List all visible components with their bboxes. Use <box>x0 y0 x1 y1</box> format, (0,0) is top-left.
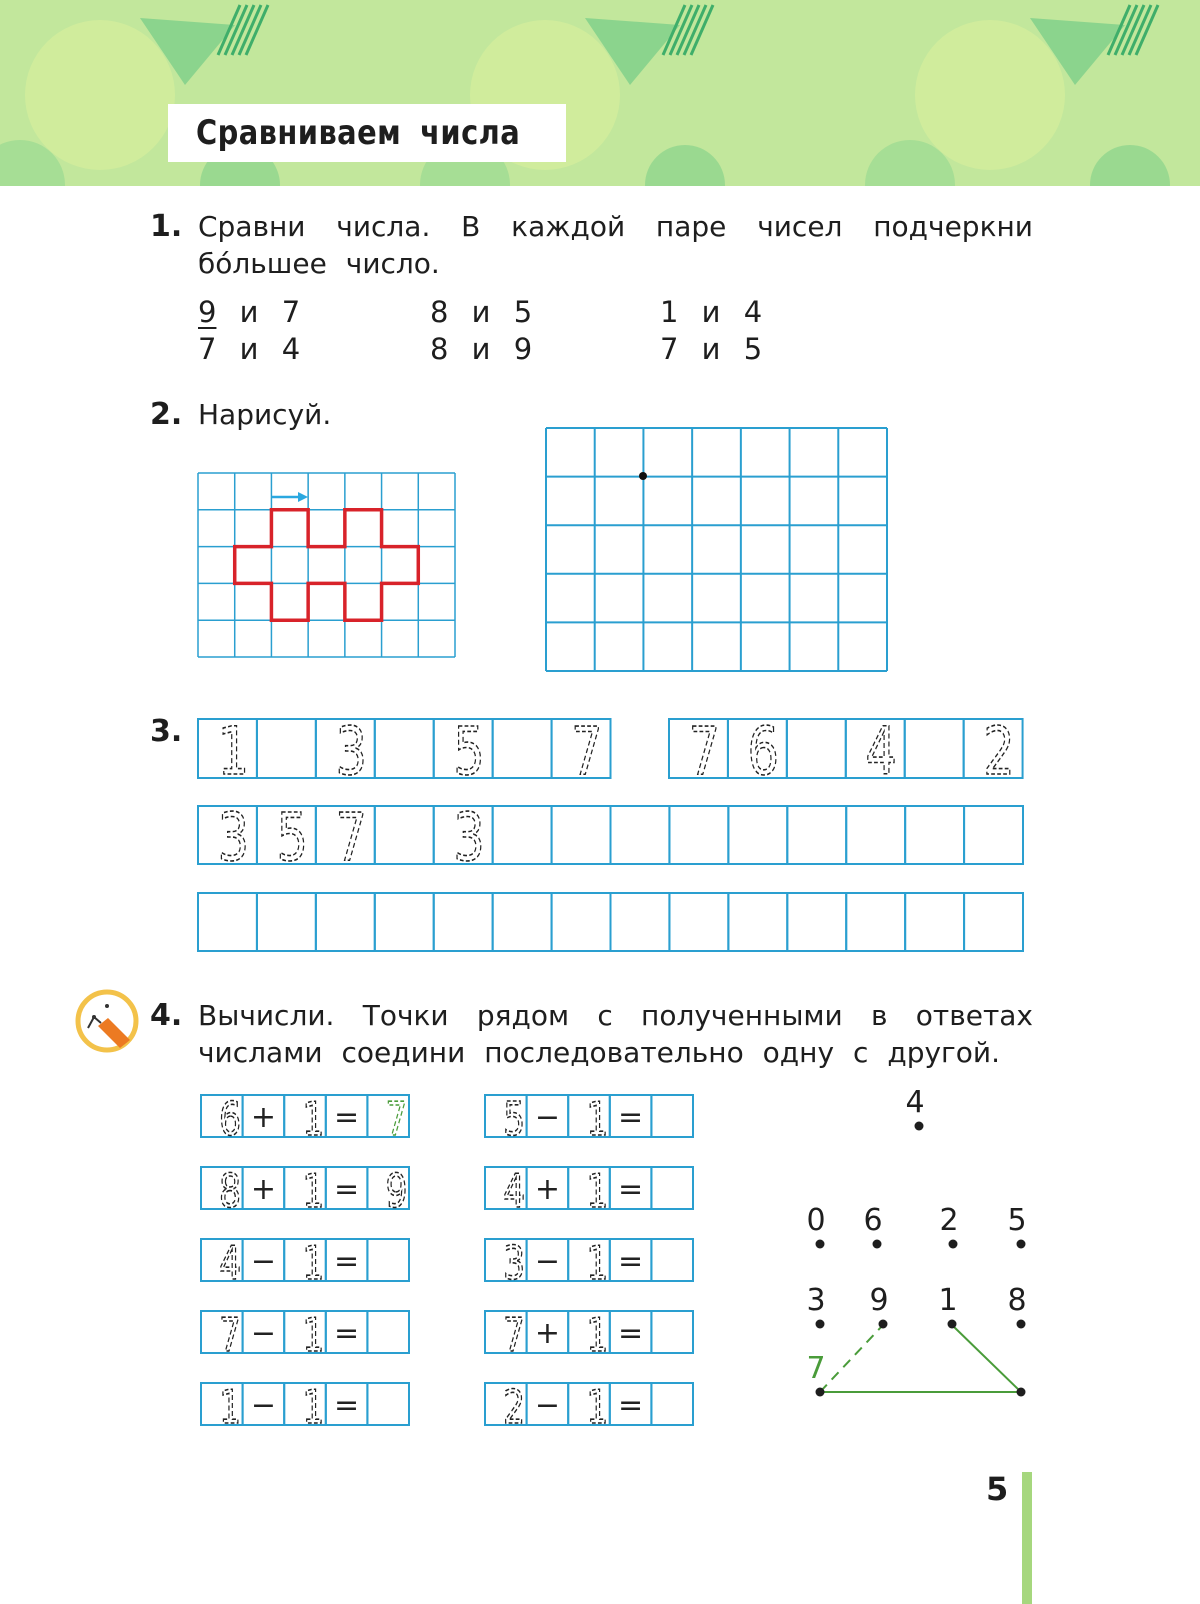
task1-instruction-line1: Сравни числа. В каждой паре чисел подчеркни <box>198 210 1033 243</box>
operand-digit: 7 <box>503 1308 526 1363</box>
right-equation-1 <box>485 1164 693 1218</box>
dot-label: 2 <box>939 1203 959 1238</box>
connect-dot[interactable] <box>915 1122 924 1131</box>
pair-number-b[interactable]: 5 <box>513 295 533 329</box>
operand-digit: 1 <box>586 1380 609 1435</box>
task4-instruction-line1: Вычисли. Точки рядом с полученными в ответах <box>198 999 1033 1032</box>
pair-number-b[interactable]: 4 <box>281 332 301 366</box>
pair-conjunction: и <box>448 332 514 366</box>
connect-dot[interactable] <box>948 1320 957 1329</box>
left-equation-0 <box>201 1092 409 1146</box>
traced-digit: 7 <box>688 712 721 790</box>
connect-dot[interactable] <box>1017 1240 1026 1249</box>
writing-cell <box>375 719 434 778</box>
task3-row2[interactable] <box>198 799 1023 876</box>
writing-cell <box>257 719 316 778</box>
sample-grid <box>198 473 455 657</box>
writing-cell <box>787 719 846 778</box>
writing-cell <box>905 806 964 864</box>
equals-sign: = <box>618 1100 644 1135</box>
page-title: Сравниваем числа <box>196 113 521 153</box>
answer-cell[interactable] <box>651 1383 693 1425</box>
answer-cell[interactable] <box>367 1383 409 1425</box>
operand-digit: 7 <box>219 1308 242 1363</box>
operand-digit: 6 <box>219 1092 242 1147</box>
writing-cell <box>846 893 905 951</box>
pair-number-b[interactable]: 4 <box>743 295 763 329</box>
pair-number-a[interactable]: 8 <box>430 295 449 329</box>
pair-number-a[interactable]: 1 <box>660 295 679 329</box>
pair-number-b[interactable]: 7 <box>281 295 301 329</box>
task3-row1-left[interactable] <box>198 713 611 790</box>
writing-cell <box>375 806 434 864</box>
right-equation-2 <box>485 1236 693 1290</box>
operand-digit: 3 <box>503 1236 526 1291</box>
equals-sign: = <box>334 1316 360 1351</box>
connect-dot[interactable] <box>949 1240 958 1249</box>
operand-digit: 4 <box>219 1236 242 1291</box>
connect-dot[interactable] <box>816 1388 825 1397</box>
writing-cell <box>669 893 728 951</box>
operator-sign: + <box>534 1172 560 1207</box>
operand-digit: 1 <box>219 1380 242 1435</box>
traced-digit: 1 <box>217 712 250 790</box>
writing-cell <box>552 893 611 951</box>
writing-cell <box>611 806 670 864</box>
operand-digit: 1 <box>586 1164 609 1219</box>
page-number: 5 <box>986 1470 1009 1508</box>
pair-number-a[interactable]: 8 <box>430 332 449 366</box>
writing-cell <box>964 806 1023 864</box>
writing-cell <box>257 893 316 951</box>
dot-label: 4 <box>905 1085 925 1120</box>
operand-digit: 1 <box>586 1236 609 1291</box>
operand-digit: 1 <box>302 1308 325 1363</box>
operand-digit: 1 <box>586 1092 609 1147</box>
drawing-grid[interactable] <box>546 428 887 671</box>
writing-cell <box>964 893 1023 951</box>
traced-digit: 3 <box>217 798 250 876</box>
right-equation-3 <box>485 1308 693 1362</box>
answer-digit: 7 <box>385 1092 408 1147</box>
pair-number-b[interactable]: 5 <box>743 332 763 366</box>
answer-cell[interactable] <box>651 1239 693 1281</box>
dashed-connection-line <box>820 1325 883 1392</box>
pair-number-a[interactable]: 9 <box>198 295 217 329</box>
equals-sign: = <box>334 1244 360 1279</box>
operand-digit: 1 <box>302 1092 325 1147</box>
pair-number-a[interactable]: 7 <box>660 332 679 366</box>
writing-cell <box>493 719 552 778</box>
operator-sign: − <box>250 1316 276 1351</box>
answer-digit: 9 <box>385 1164 408 1219</box>
connection-line <box>952 1325 1021 1392</box>
page-edge-bar <box>1022 1472 1032 1604</box>
right-equation-0 <box>485 1092 693 1146</box>
traced-digit: 3 <box>453 798 485 876</box>
task3-number: 3. <box>150 714 183 749</box>
pair-conjunction: и <box>216 295 282 329</box>
writing-cell <box>434 893 493 951</box>
answer-cell[interactable] <box>367 1239 409 1281</box>
pair-number-b[interactable]: 9 <box>513 332 533 366</box>
connect-dot[interactable] <box>1017 1388 1026 1397</box>
dot-label: 9 <box>869 1283 889 1318</box>
writing-cell <box>787 806 846 864</box>
operand-digit: 8 <box>219 1164 242 1219</box>
pencil-connect-dots-icon <box>74 988 140 1054</box>
task4-number: 4. <box>150 998 183 1033</box>
operand-digit: 1 <box>302 1380 325 1435</box>
pair-conjunction: и <box>678 295 744 329</box>
task2-instruction: Нарисуй. <box>198 398 332 431</box>
answer-cell[interactable] <box>651 1311 693 1353</box>
operator-sign: + <box>534 1316 560 1351</box>
operand-digit: 4 <box>503 1164 526 1219</box>
dot-label: 6 <box>863 1203 883 1238</box>
traced-digit: 3 <box>335 712 367 790</box>
writing-cell <box>493 893 552 951</box>
operator-sign: − <box>250 1388 276 1423</box>
operand-digit: 2 <box>503 1380 526 1435</box>
traced-digit: 7 <box>335 798 367 876</box>
dot-label: 3 <box>806 1283 826 1318</box>
operator-sign: − <box>534 1100 560 1135</box>
writing-cell <box>728 806 787 864</box>
writing-cell <box>728 893 787 951</box>
equals-sign: = <box>618 1172 644 1207</box>
equals-sign: = <box>618 1244 644 1279</box>
writing-cell <box>552 806 611 864</box>
connect-dot[interactable] <box>816 1240 825 1249</box>
red-cross-shape <box>235 510 419 620</box>
task1-instruction-line2: бо́льшее число. <box>198 247 440 280</box>
connect-dot[interactable] <box>816 1320 825 1329</box>
operator-sign: − <box>534 1388 560 1423</box>
connect-dot[interactable] <box>1017 1320 1026 1329</box>
traced-digit: 5 <box>453 712 485 790</box>
dot-label: 7 <box>806 1351 826 1386</box>
writing-cell <box>493 806 552 864</box>
answer-cell[interactable] <box>651 1167 693 1209</box>
writing-cell <box>316 893 375 951</box>
operand-digit: 1 <box>302 1236 325 1291</box>
pair-conjunction: и <box>678 332 744 366</box>
operator-sign: + <box>250 1172 276 1207</box>
task2-number: 2. <box>150 397 183 432</box>
operator-sign: + <box>250 1100 276 1135</box>
writing-cell <box>375 893 434 951</box>
operator-sign: − <box>534 1244 560 1279</box>
left-equation-1 <box>201 1164 409 1218</box>
equals-sign: = <box>618 1388 644 1423</box>
task3-row3[interactable] <box>198 893 1023 951</box>
start-dot <box>639 472 647 480</box>
traced-digit: 7 <box>571 712 603 790</box>
writing-cell <box>905 719 964 778</box>
dot-label: 1 <box>938 1283 958 1318</box>
answer-cell[interactable] <box>367 1311 409 1353</box>
equals-sign: = <box>618 1316 644 1351</box>
task4-instruction-line2: числами соедини последовательно одну с другой. <box>198 1036 1000 1069</box>
task1-number: 1. <box>150 209 183 244</box>
connect-dot[interactable] <box>879 1320 888 1329</box>
equals-sign: = <box>334 1172 360 1207</box>
dot-label: 5 <box>1007 1203 1027 1238</box>
pair-conjunction: и <box>448 295 514 329</box>
dot-label: 8 <box>1007 1283 1027 1318</box>
operand-digit: 1 <box>302 1164 325 1219</box>
pair-number-a[interactable]: 7 <box>198 332 217 366</box>
operator-sign: − <box>250 1244 276 1279</box>
task3-row1-right[interactable] <box>669 713 1023 790</box>
equals-sign: = <box>334 1100 360 1135</box>
pair-conjunction: и <box>216 332 282 366</box>
left-equation-4 <box>201 1380 409 1434</box>
traced-digit: 4 <box>865 712 897 790</box>
operand-digit: 5 <box>503 1092 526 1147</box>
writing-cell <box>787 893 846 951</box>
dot-label: 0 <box>806 1203 826 1238</box>
writing-cell <box>611 893 670 951</box>
connect-dot[interactable] <box>873 1240 882 1249</box>
operand-digit: 1 <box>586 1308 609 1363</box>
traced-digit: 5 <box>276 798 309 876</box>
writing-cell <box>669 806 728 864</box>
answer-cell[interactable] <box>651 1095 693 1137</box>
traced-digit: 2 <box>983 712 1015 790</box>
left-equation-2 <box>201 1236 409 1290</box>
left-equation-3 <box>201 1308 409 1362</box>
arrow-head-icon <box>298 492 308 502</box>
writing-cell <box>846 806 905 864</box>
writing-cell <box>198 893 257 951</box>
right-equation-4 <box>485 1380 693 1434</box>
traced-digit: 6 <box>747 712 780 790</box>
writing-cell <box>905 893 964 951</box>
equals-sign: = <box>334 1388 360 1423</box>
